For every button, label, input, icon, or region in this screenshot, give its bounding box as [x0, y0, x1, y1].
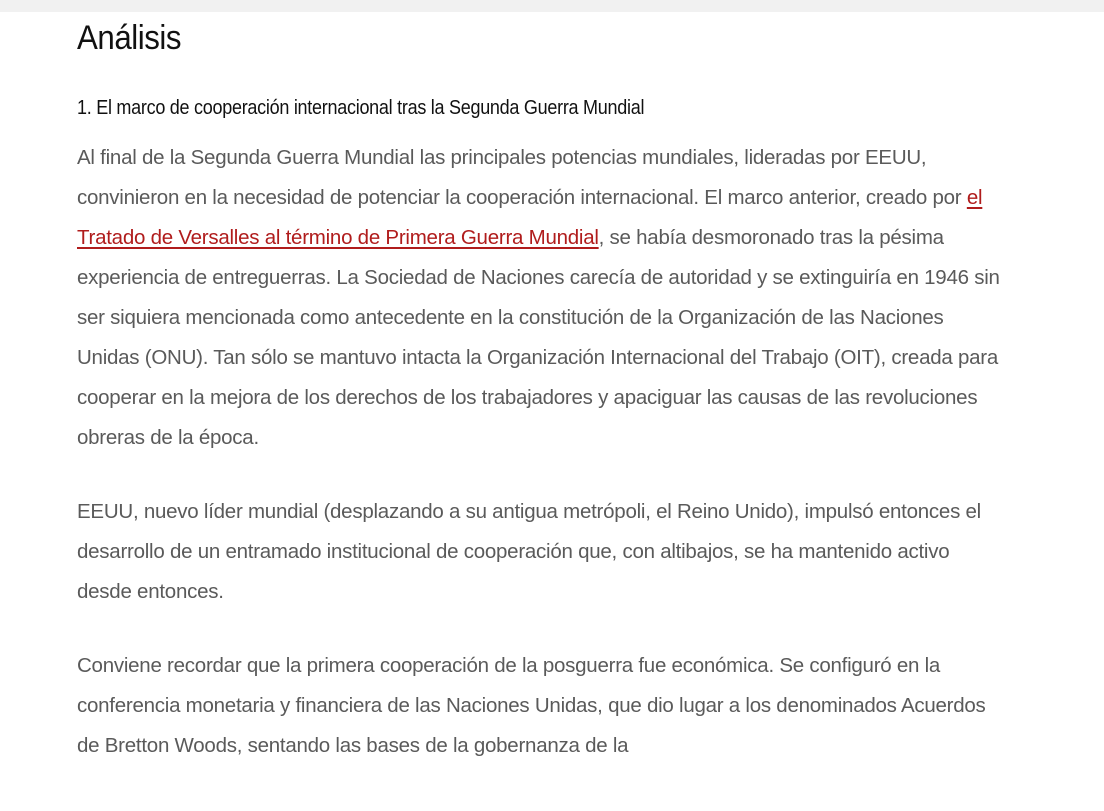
section-title: 1. El marco de cooperación internacional tras la Segunda Guerra Mundial	[77, 97, 645, 119]
paragraph-1	[77, 138, 1007, 458]
paragraph-2: EEUU, nuevo líder mundial (desplazando a su antigua metrópoli, el Reino Unido), impulsó entonces el desarrollo de un entramado institucional de cooperación que, con altibajos, se ha mantenido activo desde entonces.	[77, 500, 981, 603]
page-title: Análisis	[77, 19, 182, 57]
versailles-treaty-link[interactable]: el Tratado de Versalles al término de Primera Guerra Mundial	[77, 186, 983, 249]
paragraph-1-text-after: , se había desmoronado tras la pésima experiencia de entreguerras. La Sociedad de Naciones carecía de autoridad y se extinguiría en 1946 sin ser siquiera mencionada como antecedente en la constitución de la Organización de las Naciones Unidas (ONU). Tan sólo se mantuvo intacta la Organización Internacional del Trabajo (OIT), creada para cooperar en la mejora de los derechos de los trabajadores y apaciguar las causas de las revoluciones obreras de la época.	[77, 226, 1000, 449]
paragraph-1-text-before: Al final de la Segunda Guerra Mundial las principales potencias mundiales, lideradas por EEUU, convinieron en la necesidad de potenciar la cooperación internacional. El marco anterior, creado por	[77, 146, 967, 209]
top-bar	[0, 0, 1104, 12]
article-content	[77, 12, 1007, 766]
paragraph-3: Conviene recordar que la primera cooperación de la posguerra fue económica. Se configuró en la conferencia monetaria y financiera de las Naciones Unidas, que dio lugar a los denominados Acuerdos de Bretton Woods, sentando las bases de la gobernanza de la	[77, 654, 986, 757]
